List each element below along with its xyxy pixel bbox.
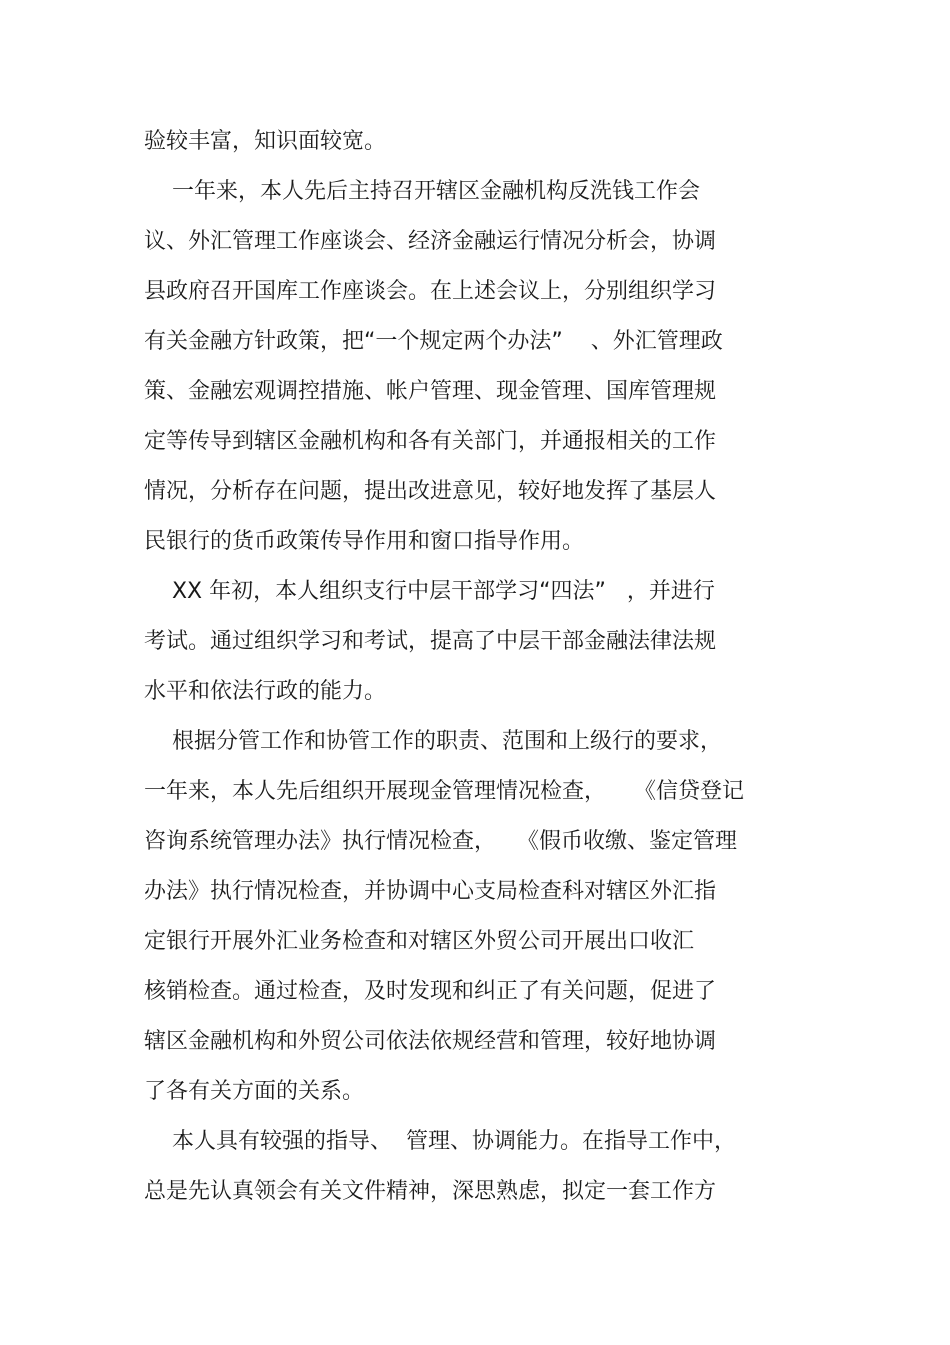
text-line: 核销检查。通过检查，及时发现和纠正了有关问题，促进了 — [144, 979, 717, 1004]
text-line: 辖区金融机构和外贸公司依法依规经营和管理，较好地协调 — [144, 1029, 717, 1054]
text-line: 验较丰富，知识面较宽。 — [144, 129, 387, 154]
text-line: 咨询系统管理办法》执行情况检查， 《假币收缴、鉴定管理 — [144, 829, 737, 854]
text-line: 总是先认真领会有关文件精神，深思熟虑，拟定一套工作方 — [144, 1179, 717, 1204]
text-line: 民银行的货币政策传导作用和窗口指导作用。 — [144, 529, 585, 554]
text-line: 策、金融宏观调控措施、帐户管理、现金管理、国库管理规 — [144, 379, 717, 404]
text-line: 议、外汇管理工作座谈会、经济金融运行情况分析会，协调 — [144, 229, 717, 254]
text-line: 县政府召开国库工作座谈会。在上述会议上，分别组织学习 — [144, 279, 717, 304]
text-line: XX 年初，本人组织支行中层干部学习“四法” ，并进行 — [144, 579, 715, 604]
text-line: 办法》执行情况检查，并协调中心支局检查科对辖区外汇指 — [144, 879, 717, 904]
text-line: 定银行开展外汇业务检查和对辖区外贸公司开展出口收汇 — [144, 929, 695, 954]
text-line: 一年来，本人先后组织开展现金管理情况检查， 《信贷登记 — [144, 779, 744, 804]
text-line: 根据分管工作和协管工作的职责、范围和上级行的要求， — [144, 729, 722, 754]
text-line: 本人具有较强的指导、 管理、协调能力。在指导工作中， — [144, 1129, 736, 1154]
text-line: 考试。通过组织学习和考试，提高了中层干部金融法律法规 — [144, 629, 717, 654]
text-line: 定等传导到辖区金融机构和各有关部门，并通报相关的工作 — [144, 429, 717, 454]
text-line: 水平和依法行政的能力。 — [144, 679, 387, 704]
text-line: 有关金融方针政策，把“一个规定两个办法” 、外汇管理政 — [144, 329, 723, 354]
text-line: 一年来，本人先后主持召开辖区金融机构反洗钱工作会 — [144, 179, 700, 204]
text-line: 情况，分析存在问题，提出改进意见，较好地发挥了基层人 — [144, 479, 717, 504]
text-line: 了各有关方面的关系。 — [144, 1079, 365, 1104]
